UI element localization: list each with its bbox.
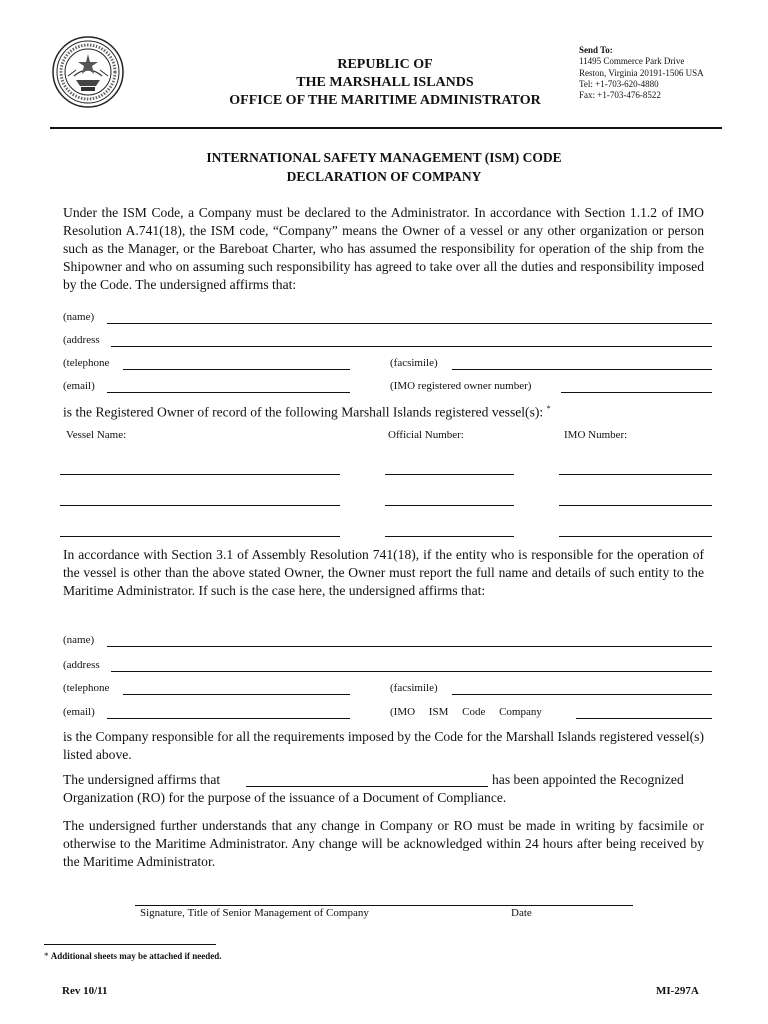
registered-owner-text: is the Registered Owner of record of the following Marshall Islands registered vessel(s):: [63, 404, 544, 420]
change-paragraph: The undersigned further understands that any change in Company or RO must be made in writing by facsimile or otherwise to the Maritime Administrator. Any change will be acknowledged within 24 hours after being received by the Maritime Administrator.: [63, 818, 704, 869]
owner-facsimile-field[interactable]: [452, 369, 712, 370]
ro-statement-line-1: [63, 772, 220, 788]
company-imo-number-label: (IMO ISM Code Company: [390, 706, 542, 718]
company-email-field[interactable]: [107, 718, 350, 719]
imo-number-field-3[interactable]: [559, 536, 712, 537]
company-telephone-field[interactable]: [123, 694, 350, 695]
form-title-line-2: DECLARATION OF COMPANY: [286, 169, 482, 184]
owner-address-label: (address: [63, 334, 100, 346]
footnote-divider: [44, 944, 216, 945]
company-responsible-statement: is the Company responsible for all the requirements imposed by the Code for the Marshall Islands registered vessel(s) listed above.: [63, 729, 704, 762]
owner-email-field[interactable]: [107, 392, 350, 393]
vessel-name-field-3[interactable]: [60, 536, 340, 537]
date-label: Date: [511, 907, 532, 919]
owner-imo-number-label: (IMO registered owner number): [390, 380, 532, 392]
header-line-2: THE MARSHALL ISLANDS: [296, 75, 474, 90]
revision-label: Rev 10/11: [62, 985, 108, 997]
form-number: MI-297A: [656, 985, 699, 997]
ro-text-before: The undersigned affirms that: [63, 772, 221, 787]
owner-facsimile-label: (facsimile): [390, 357, 438, 369]
company-address-label: (address: [63, 659, 100, 671]
owner-address-field[interactable]: [111, 346, 712, 347]
ro-text-after: has been appointed the Recognized: [492, 772, 684, 787]
imo-number-field-1[interactable]: [559, 474, 712, 475]
official-number-header: Official Number:: [388, 429, 464, 441]
section-3-1-paragraph: In accordance with Section 3.1 of Assembly Resolution 741(18), if the entity who is responsible for the operation of the vessel is other than the above stated Owner, the Owner must report the full name and details of such entity to the Maritime Administrator. If such is the case here, the undersigned affirms that:: [63, 547, 704, 598]
owner-telephone-label: (telephone: [63, 357, 110, 369]
owner-name-label: (name): [63, 311, 95, 323]
send-to-address2: Reston, Virginia 20191-1506 USA: [579, 67, 704, 78]
registered-owner-statement: [63, 404, 551, 421]
ro-statement-line-2: Organization (RO) for the purpose of the issuance of a Document of Compliance.: [63, 790, 507, 805]
signature-field[interactable]: [135, 905, 633, 906]
send-to-label: Send To:: [579, 45, 613, 55]
header-line-1: REPUBLIC OF: [337, 57, 433, 72]
owner-telephone-field[interactable]: [123, 369, 350, 370]
imo-number-header: IMO Number:: [564, 429, 628, 441]
footnote-marker: *: [546, 404, 551, 413]
form-title-line-1: INTERNATIONAL SAFETY MANAGEMENT (ISM) CODE: [206, 150, 562, 165]
company-email-label: (email): [63, 706, 95, 718]
company-facsimile-field[interactable]: [452, 694, 712, 695]
send-to-fax: Fax: +1-703-476-8522: [579, 90, 661, 101]
send-to-block: [579, 45, 704, 101]
company-name-field[interactable]: [107, 646, 712, 647]
company-imo-number-field[interactable]: [576, 718, 712, 719]
company-facsimile-label: (facsimile): [390, 682, 438, 694]
footnote-asterisk: *: [44, 951, 49, 961]
document-header: [200, 56, 570, 110]
vessel-name-header: Vessel Name:: [66, 429, 127, 441]
send-to-address1: 11495 Commerce Park Drive: [579, 56, 685, 67]
company-name-label: (name): [63, 634, 95, 646]
company-telephone-label: (telephone: [63, 682, 110, 694]
header-divider: [50, 127, 722, 129]
signature-label: Signature, Title of Senior Management of Company: [140, 907, 369, 919]
owner-name-field[interactable]: [107, 323, 712, 324]
official-number-field-1[interactable]: [385, 474, 514, 475]
official-number-field-3[interactable]: [385, 536, 514, 537]
company-address-field[interactable]: [111, 671, 712, 672]
send-to-tel: Tel: +1-703-620-4880: [579, 78, 659, 89]
owner-email-label: (email): [63, 380, 95, 392]
maritime-administrator-seal: [52, 36, 124, 108]
owner-imo-number-field[interactable]: [561, 392, 712, 393]
footnote-text: Additional sheets may be attached if needed.: [50, 951, 222, 961]
vessel-name-field-2[interactable]: [60, 505, 340, 506]
recognized-organization-field[interactable]: [246, 786, 488, 787]
official-number-field-2[interactable]: [385, 505, 514, 506]
intro-paragraph: Under the ISM Code, a Company must be declared to the Administrator. In accordance with Section 1.1.2 of IMO Resolution A.741(18), the ISM code, “Company” means the Owner of a vessel or any other organization or person such as the Manager, or the Bareboat Charter, who has assumed the responsibility for operation of the ship from the Shipowner and who on assuming such responsibility has agreed to take over all the duties and responsibility imposed by the Code. The undersigned affirms that:: [63, 205, 704, 292]
vessel-name-field-1[interactable]: [60, 474, 340, 475]
header-line-3: OFFICE OF THE MARITIME ADMINISTRATOR: [229, 93, 541, 108]
imo-number-field-2[interactable]: [559, 505, 712, 506]
footnote: [44, 951, 222, 961]
